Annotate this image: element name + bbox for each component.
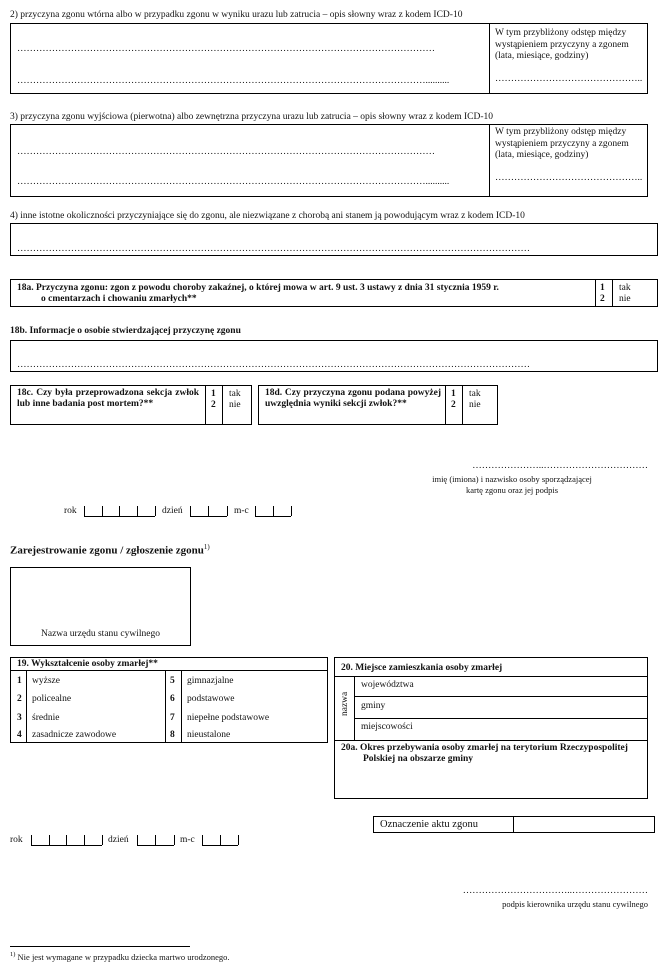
section-18c-no: nie [229,400,241,410]
section-18d-option-2[interactable]: 2 [451,400,456,410]
section-20-box [334,657,648,799]
signature-2-line[interactable]: ……………………………..…………………… [462,886,648,896]
section-3-box[interactable] [10,124,648,197]
section-18c-option-1[interactable]: 1 [211,389,216,399]
section-18a-yes: tak [619,283,631,293]
date-2-day-label: dzień [108,835,129,845]
date-2-year-label: rok [10,835,23,845]
act-designation-box [373,816,655,833]
signature-2-caption: podpis kierownika urzędu stanu cywilnego [502,899,648,909]
education-option-6[interactable]: 6 [170,694,175,704]
date-1-day-label: dzień [162,506,183,516]
section-3-line-2: ………………………………………………………………………………………………………………….......... [17,177,450,187]
section-2-interval-label: W tym przybliżony odstęp między wystąpieniem przyczyny a zgonem (lata, miesiące, godziny) [495,28,629,61]
education-label-1: wyższe [32,676,60,686]
registration-heading: Zarejestrowanie zgonu / zgłoszenie zgonu$^{1)}$ [10,543,210,557]
education-label-5: gimnazjalne [187,676,234,686]
civil-registry-office-label: Nazwa urzędu stanu cywilnego [41,629,160,639]
section-3-label: 3) przyczyna zgonu wyjściowa (pierwotna) albo zewnętrzna przyczyna urazu lub zatrucia – opis słowny wraz z kodem ICD-10 [10,112,493,122]
section-18c-option-2[interactable]: 2 [211,400,216,410]
section-18a-option-1[interactable]: 1 [600,283,605,293]
section-3-interval-dots: ……………………………………….. [495,173,643,183]
education-option-5[interactable]: 5 [170,676,175,686]
section-20-heading: 20. Miejsce zamieszkania osoby zmarłej [341,663,503,673]
section-2-interval-dots: ……………………………………….. [495,74,643,84]
act-designation-label: Oznaczenie aktu zgonu [380,819,478,830]
section-18d-option-1[interactable]: 1 [451,389,456,399]
section-18d-box [258,385,498,425]
education-label-7: niepełne podstawowe [187,713,270,723]
education-option-8[interactable]: 8 [170,730,175,740]
section-2-label: 2) przyczyna zgonu wtórna albo w przypadku zgonu w wyniku urazu lub zatrucia – opis słowny wraz z kodem ICD-10 [10,10,463,20]
education-label-6: podstawowe [187,694,235,704]
section-18a-text-1: 18a. Przyczyna zgonu: zgon z powodu choroby zakaźnej, o której mowa w art. 9 ust. 3 ustawy z dnia 31 stycznia 1959 r. [17,283,499,293]
section-18b-line: ……………………………………………………………………………………………………………………………………………… [17,360,530,370]
section-18d-text: 18d. Czy przyczyna zgonu podana powyżej uwzględnia wyniki sekcji zwłok?** [265,388,441,409]
section-2-line-2: ………………………………………………………………………………………………………………….......... [17,76,450,86]
residence-row-voivodeship[interactable]: województwa [361,680,414,690]
education-option-1[interactable]: 1 [17,676,22,686]
section-18c-box [10,385,252,425]
signature-1-caption-2: kartę zgonu oraz jej podpis [465,485,559,495]
education-option-3[interactable]: 3 [17,713,22,723]
section-3-line-1: …………………………………………………………………………………………………………………… [17,147,435,157]
section-18a-option-2[interactable]: 2 [600,294,605,304]
section-20-vertical-label: nazwa [340,691,350,716]
date-1-month-label: m-c [234,506,249,516]
signature-1-caption-1: imię (imiona) i nazwisko osoby sporządzającej [432,474,592,484]
education-option-2[interactable]: 2 [17,694,22,704]
education-label-8: nieustalone [187,730,231,740]
education-option-4[interactable]: 4 [17,730,22,740]
education-label-2: policealne [32,694,72,704]
section-4-box[interactable] [10,223,658,256]
section-4-label: 4) inne istotne okoliczności przyczyniające się do zgonu, ale niezwiązane z chorobą ani stanem ją powodującym wraz z kodem ICD-10 [10,211,525,221]
date-1-year-label: rok [64,506,77,516]
section-2-line-1: …………………………………………………………………………………………………………………… [17,44,435,54]
education-label-3: średnie [32,713,60,723]
section-4-line: ……………………………………………………………………………………………………………………………………………… [17,244,530,254]
signature-1-line[interactable]: …………………..…………………………… [472,461,648,471]
education-label-4: zasadnicze zawodowe [32,730,117,740]
residence-row-commune[interactable]: gminy [361,701,386,711]
civil-registry-office-box[interactable] [10,567,191,646]
residence-row-locality[interactable]: miejscowości [361,722,413,732]
section-18d-yes: tak [469,389,481,399]
footnote: $^{1)}$ Nie jest wymagane w przypadku dziecka martwo urodzonego. [10,951,230,962]
section-18a-box [10,279,658,307]
date-2-month-label: m-c [180,835,195,845]
section-3-interval-label: W tym przybliżony odstęp między wystąpieniem przyczyny a zgonem (lata, miesiące, godziny) [495,127,629,160]
section-20a-text-1: 20a. Okres przebywania osoby zmarłej na terytorium Rzeczypospolitej [341,743,628,753]
act-designation-field[interactable] [514,817,654,832]
section-18a-no: nie [619,294,631,304]
section-18d-no: nie [469,400,481,410]
section-18c-text: 18c. Czy była przeprowadzona sekcja zwłok lub inne badania post mortem?** [17,388,199,409]
section-19-box [10,657,328,743]
section-2-box[interactable] [10,23,648,94]
section-19-heading: 19. Wykształcenie osoby zmarłej** [17,659,158,669]
section-18b-box[interactable] [10,340,658,372]
section-18a-text-2: o cmentarzach i chowaniu zmarłych** [41,294,197,304]
section-18b-label: 18b. Informacje o osobie stwierdzającej przyczynę zgonu [10,326,241,336]
section-20a-text-2[interactable]: Polskiej na obszarze gminy [363,754,474,764]
section-18c-yes: tak [229,389,241,399]
education-option-7[interactable]: 7 [170,713,175,723]
footnote-rule [10,946,190,947]
